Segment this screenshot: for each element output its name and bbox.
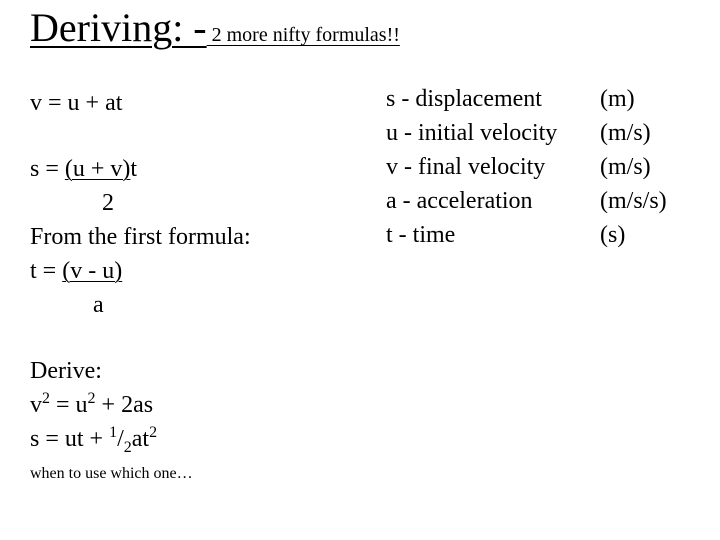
formula-t-prefix: t = <box>30 258 63 284</box>
formula-t-denominator: a <box>93 292 104 318</box>
eq1-exp1: 2 <box>42 390 50 407</box>
variable-row <box>386 150 667 184</box>
formula-t-numerator: (v - u) <box>62 258 123 284</box>
eq2-den: 2 <box>123 439 132 456</box>
variable-row <box>386 218 667 252</box>
formula-t <box>30 254 251 288</box>
title-subtitle: 2 more nifty formulas!! <box>206 24 400 46</box>
variable-row <box>386 82 667 116</box>
formula-column <box>30 86 251 484</box>
variable-unit: (m/s) <box>600 154 651 180</box>
formula-s-average <box>30 152 251 186</box>
derive-heading: Derive: <box>30 358 102 384</box>
eq2-prefix: s = ut + <box>30 426 110 452</box>
usage-note: when to use which one… <box>30 465 193 482</box>
eq2-num: 1 <box>109 424 118 441</box>
formula-s-denominator: 2 <box>102 190 114 216</box>
eq1-mid: = u <box>50 392 88 418</box>
variable-row <box>386 116 667 150</box>
from-first-formula-text: From the first formula: <box>30 224 251 250</box>
variable-desc: s - displacement <box>386 86 542 112</box>
variable-unit: (m/s/s) <box>600 188 667 214</box>
variable-row <box>386 184 667 218</box>
variable-desc: u - initial velocity <box>386 120 558 146</box>
eq2-at: at <box>131 426 150 452</box>
variable-legend <box>386 82 667 252</box>
variable-desc: v - final velocity <box>386 154 546 180</box>
variable-desc: t - time <box>386 222 456 248</box>
variable-unit: (m) <box>600 86 635 112</box>
eq1-exp2: 2 <box>87 390 96 407</box>
eq1-end: + 2as <box>95 392 154 418</box>
formula-v-u-at: v = u + at <box>30 90 123 116</box>
eq2-exp: 2 <box>149 424 158 441</box>
eq1-v: v <box>30 392 42 418</box>
eq2-slash: / <box>117 426 124 452</box>
page-title <box>30 5 400 50</box>
formula-s-suffix: t <box>130 156 138 182</box>
formula-s-numerator: (u + v) <box>64 156 131 182</box>
title-main: Deriving: - <box>30 5 207 50</box>
formula-s-prefix: s = <box>30 156 65 182</box>
variable-unit: (m/s) <box>600 120 651 146</box>
derive-equation-s <box>30 422 251 456</box>
derive-equation-v-squared <box>30 388 251 422</box>
variable-desc: a - acceleration <box>386 188 533 214</box>
variable-unit: (s) <box>600 222 626 248</box>
